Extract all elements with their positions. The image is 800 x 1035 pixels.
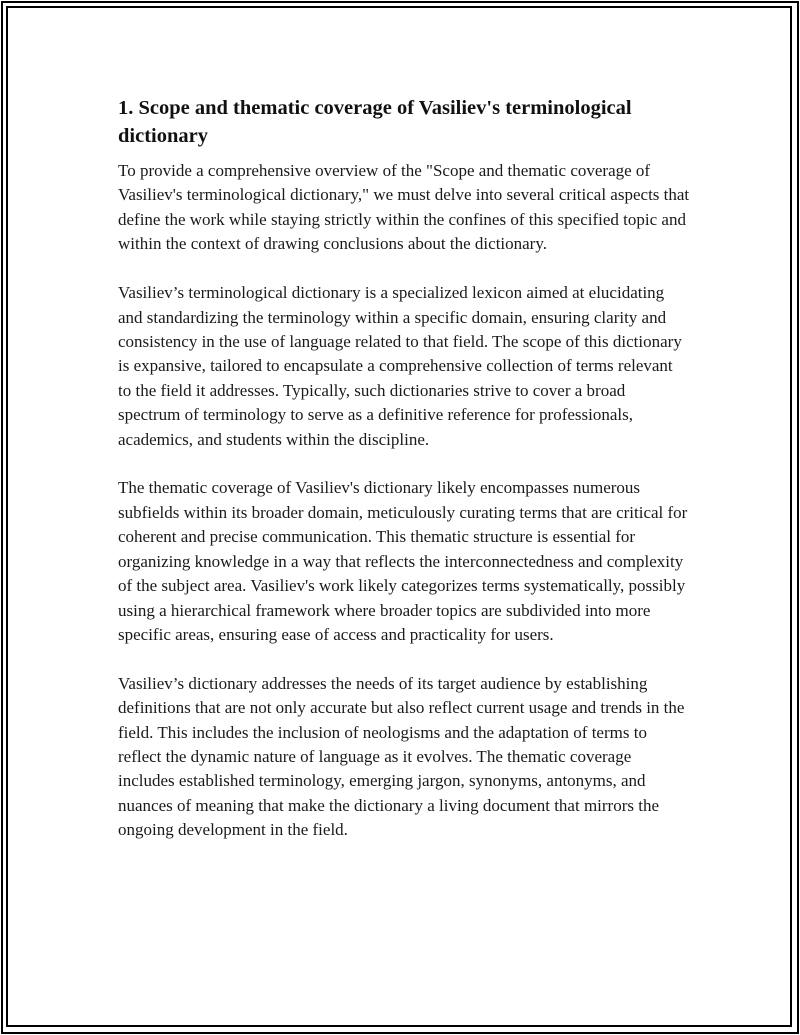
- paragraph-intro: To provide a comprehensive overview of the "Scope and thematic coverage of Vasiliev's terminological dictionary," we must delve into several critical aspects that define the work while staying strictly within the confines of this specified topic and within the context of drawing conclusions about the dictionary.: [118, 161, 690, 254]
- paragraph-audience: Vasiliev’s dictionary addresses the needs of its target audience by establishing definitions that are not only accurate but also reflect current usage and trends in the field. This includes the inclusion of neologisms and the adaptation of terms to reflect the dynamic nature of language as it evolves. The thematic coverage includes established terminology, emerging jargon, synonyms, antonyms, and nuances of meaning that make the dictionary a living document that mirrors the ongoing development in the field.: [118, 673, 685, 840]
- paragraph-thematic-coverage: The thematic coverage of Vasiliev's dictionary likely encompasses numerous subfields within its broader domain, meticulously curating terms that are critical for coherent and precise communication. This thematic structure is essential for organizing knowledge in a way that reflects the interconnectedness and complexity of the subject area. Vasiliev's work likely categorizes terms systematically, possibly using a hierarchical framework where broader topics are subdivided into more specific areas, ensuring ease of access and practicality for users.: [118, 478, 688, 644]
- section-heading: 1. Scope and thematic coverage of Vasiliev's terminological dictionary: [118, 97, 632, 147]
- paragraph-scope: Vasiliev’s terminological dictionary is a specialized lexicon aimed at elucidating and standardizing the terminology within a specific domain, ensuring clarity and consistency in the use of language related to that field. The scope of this dictionary is expansive, tailored to encapsulate a comprehensive collection of terms relevant to the field it addresses. Typically, such dictionaries strive to cover a broad spectrum of terminology to serve as a definitive reference for professionals, academics, and students within the discipline.: [118, 283, 682, 449]
- document-body: [118, 94, 690, 867]
